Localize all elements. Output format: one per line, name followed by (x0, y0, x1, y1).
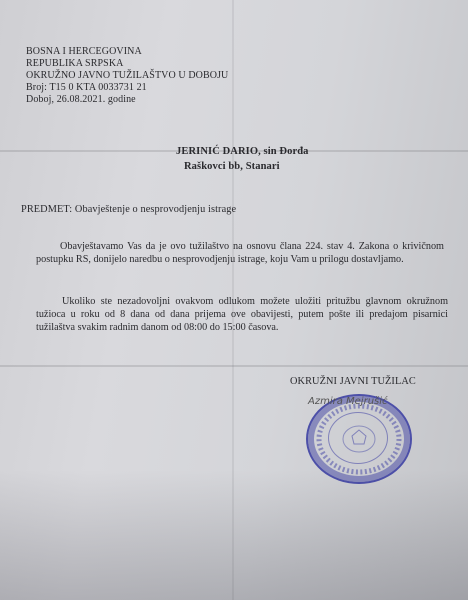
subject-text: Obavještenje o nesprovodjenju istrage (74, 204, 237, 215)
fold-line (0, 365, 468, 367)
header-case-number: Broj: T15 0 KTA 0033731 21 (26, 82, 147, 93)
recipient-address: Raškovci bb, Stanari (184, 161, 280, 172)
signature-title: OKRUŽNI JAVNI TUŽILAC (290, 376, 416, 387)
shadow-overlay (0, 470, 468, 600)
body-paragraph-2: Ukoliko ste nezadovoljni ovakvom odlukom možete uložiti pritužbu glavnom okružnom tužioca u roku od 8 dana od dana prijema ove obavijesti, putem pošte ili predajom pisarnici tužilaštva svakim radnim danom od 08:00 do 15:00 časova. (36, 296, 448, 333)
subject-label: PREDMET: (21, 204, 73, 215)
header-office: OKRUŽNO JAVNO TUŽILAŠTVO U DOBOJU (26, 70, 229, 81)
subject-line (21, 204, 236, 216)
header-country: BOSNA I HERCEGOVINA (26, 46, 142, 57)
header-date: Doboj, 26.08.2021. godine (26, 94, 136, 105)
signature-name: Azmira Mejrušić (308, 396, 388, 407)
recipient-name: JERINIĆ DARIO, sin Đorđa (176, 146, 309, 157)
header-republic: REPUBLIKA SRPSKA (26, 58, 124, 69)
body-paragraph-1: Obavještavamo Vas da je ovo tužilaštvo na osnovu člana 224. stav 4. Zakona o krivičnom postupku RS, donijelo naredbu o nesprovodjenju istrage, koju Vam u prilogu dostavljamo. (36, 241, 444, 265)
